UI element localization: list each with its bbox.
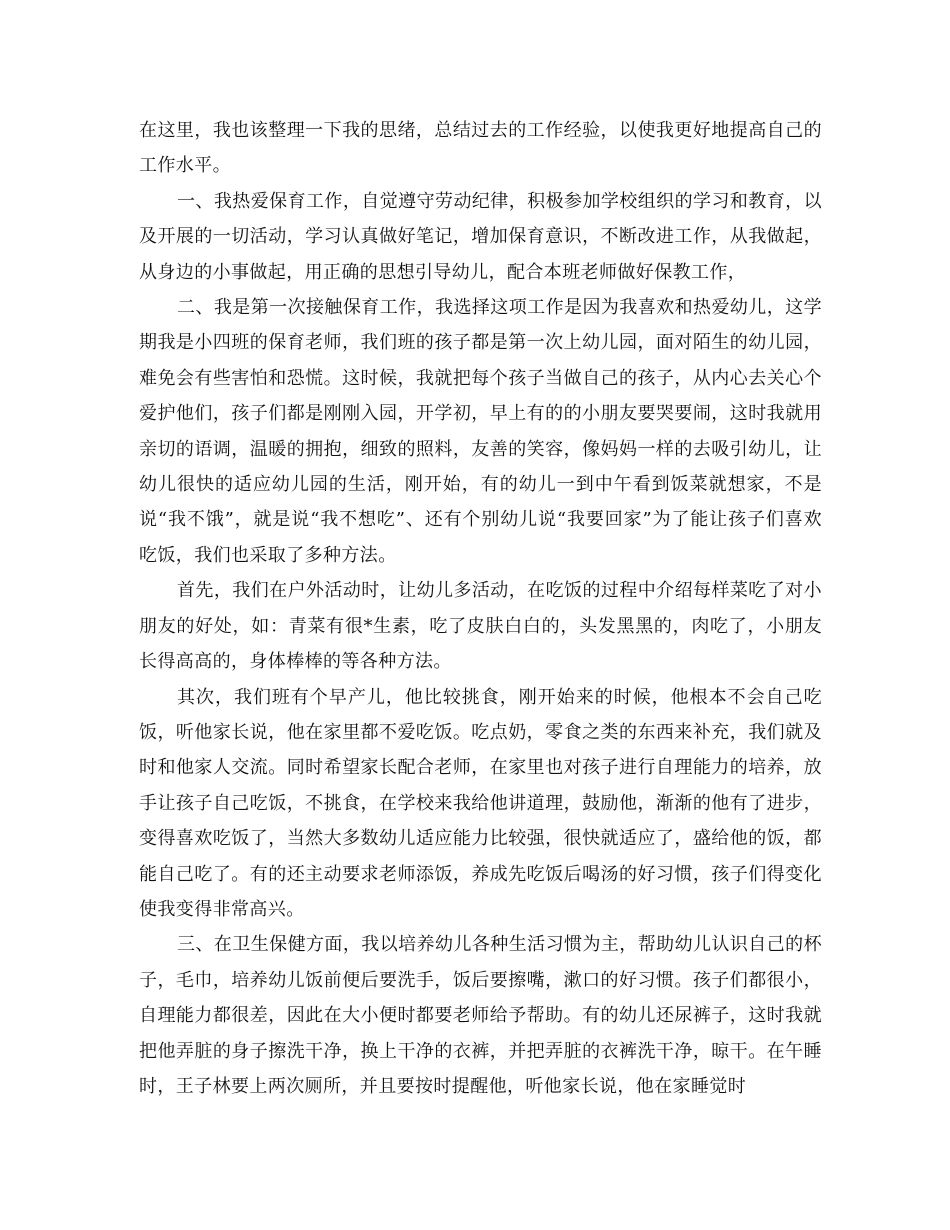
paragraph-point-three: 三、在卫生保健方面，我以培养幼儿各种生活习惯为主，帮助幼儿认识自己的杯子，毛巾，培养幼儿饭前便后要洗手，饭后要擦嘴，漱口的好习惯。孩子们都很小，自理能力都很差，因此在大小便时都要老师给予帮助。有的幼儿还尿裤子，这时我就把他弄脏的身子擦洗干净，换上干净的衣裤，并把弄脏的衣裤洗干净，晾干。在午睡时，王子林要上两次厕所，并且要按时提醒他，听他家长说，他在家睡觉时 (139, 934, 822, 1097)
paragraph-second-method: 其次，我们班有个早产儿，他比较挑食，刚开始来的时候，他根本不会自己吃饭，听他家长说，他在家里都不爱吃饭。吃点奶，零食之类的东西来补充，我们就及时和他家人交流。同时希望家长配合老师，在家里也对孩子进行自理能力的培养，放手让孩子自己吃饭，不挑食，在学校来我给他讲道理，鼓励他，渐渐的他有了进步，变得喜欢吃饭了，当然大多数幼儿适应能力比较强，很快就适应了，盛给他的饭，都能自己吃了。有的还主动要求老师添饭，养成先吃饭后喝汤的好习惯，孩子们得变化使我变得非常高兴。 (139, 686, 822, 920)
paragraph-first-method: 首先，我们在户外活动时，让幼儿多活动，在吃饭的过程中介绍每样菜吃了对小朋友的好处，如：青菜有很*生素，吃了皮肤白白的，头发黑黑的，肉吃了，小朋友长得高高的，身体棒棒的等各种方法。 (139, 580, 822, 673)
document-body (139, 113, 822, 1104)
paragraph-point-one: 一、我热爱保育工作，自觉遵守劳动纪律，积极参加学校组织的学习和教育，以及开展的一切活动，学习认真做好笔记，增加保育意识，不断改进工作，从我做起，从身边的小事做起，用正确的思想引导幼儿，配合本班老师做好保教工作， (139, 190, 822, 283)
paragraph-point-two: 二、我是第一次接触保育工作，我选择这项工作是因为我喜欢和热爱幼儿，这学期我是小四班的保育老师，我们班的孩子都是第一次上幼儿园，面对陌生的幼儿园，难免会有些害怕和恐慌。这时候，我就把每个孩子当做自己的孩子，从内心去关心个爱护他们，孩子们都是刚刚入园，开学初，早上有的的小朋友要哭要闹，这时我就用亲切的语调，温暖的拥抱，细致的照料，友善的笑容，像妈妈一样的去吸引幼儿，让幼儿很快的适应幼儿园的生活，刚开始，有的幼儿一到中午看到饭菜就想家，不是说“我不饿”，就是说“我不想吃”、还有个别幼儿说“我要回家”为了能让孩子们喜欢吃饭，我们也采取了多种方法。 (139, 297, 822, 566)
paragraph-intro: 在这里，我也该整理一下我的思绪，总结过去的工作经验，以使我更好地提高自己的工作水平。 (139, 120, 822, 177)
